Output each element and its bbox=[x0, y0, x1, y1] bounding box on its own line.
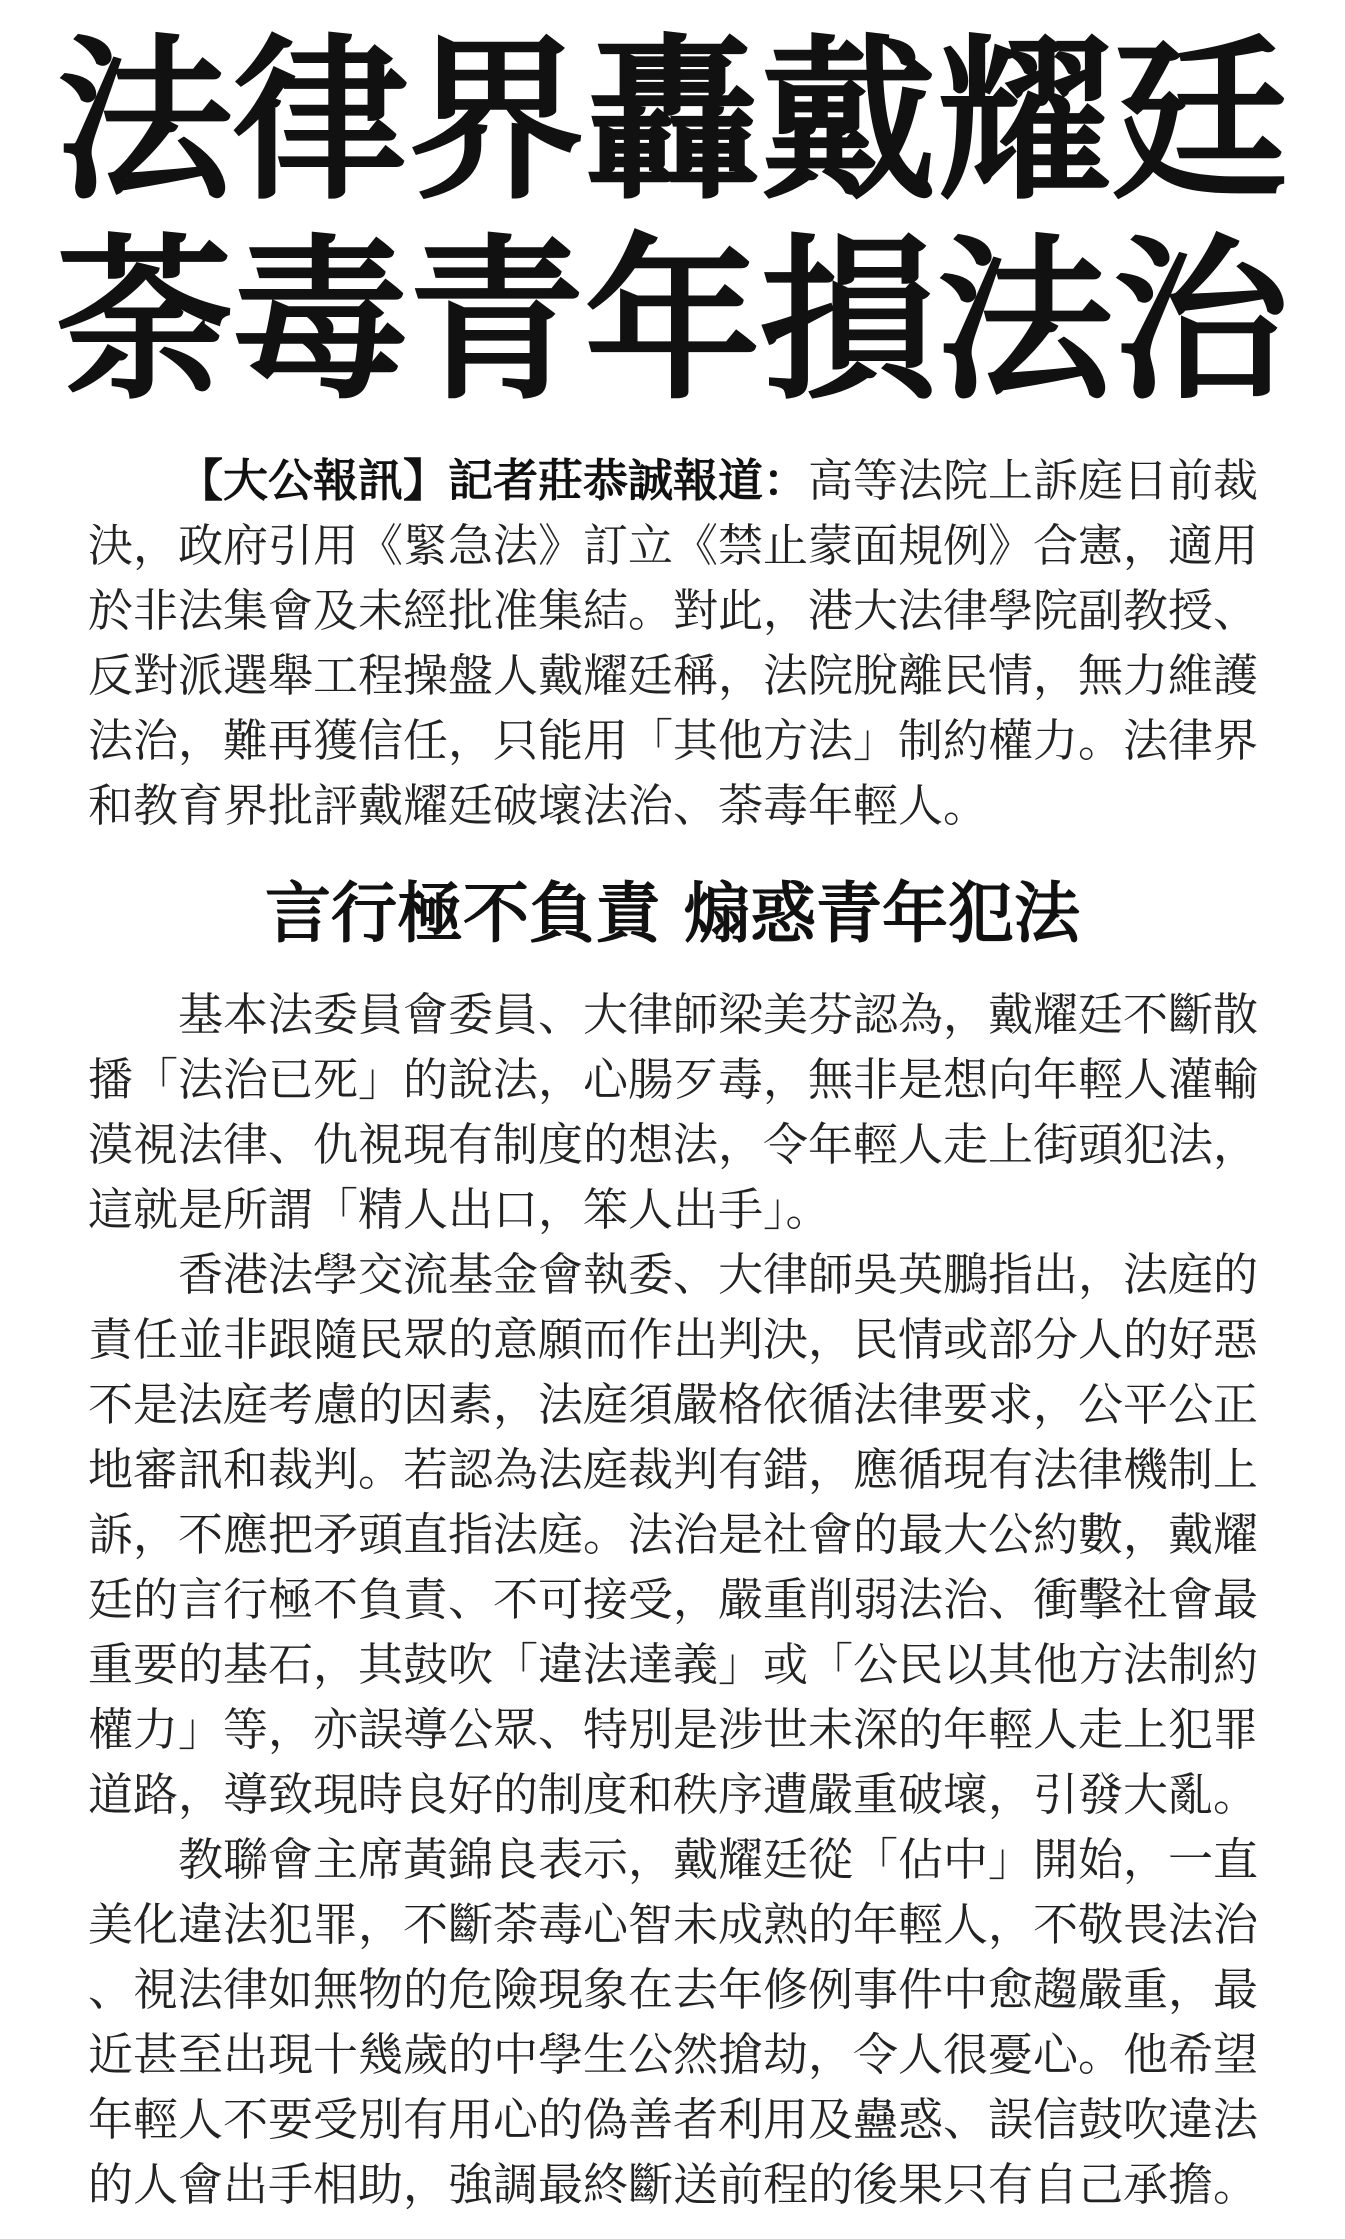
paragraph-line: 廷的言行極不負責、不可接受，嚴重削弱法治、衝擊社會最 bbox=[88, 1573, 1259, 1626]
lead-line: 和教育界批評戴耀廷破壞法治、荼毒年輕人。 bbox=[88, 779, 989, 832]
paragraph-line: 訴，不應把矛頭直指法庭。法治是社會的最大公約數，戴耀 bbox=[88, 1508, 1259, 1561]
headline-line-1: 法律界轟戴耀廷 bbox=[56, 19, 1289, 224]
dateline-tag: 【大公報訊】記者莊恭誠報道： bbox=[178, 454, 809, 507]
paragraph-line: 、視法律如無物的危險現象在去年修例事件中愈趨嚴重，最 bbox=[88, 1963, 1259, 2016]
lead-line: 決，政府引用《緊急法》訂立《禁止蒙面規例》合憲，適用 bbox=[88, 519, 1259, 572]
paragraph-line: 香港法學交流基金會執委、大律師吳英鵬指出，法庭的 bbox=[178, 1248, 1259, 1301]
headline-line-2: 荼毒青年損法治 bbox=[56, 219, 1289, 424]
paragraph-line: 道路，導致現時良好的制度和秩序遭嚴重破壞，引發大亂。 bbox=[88, 1768, 1259, 1821]
lead-paragraph bbox=[88, 448, 1270, 838]
paragraph-line: 重要的基石，其鼓吹「違法達義」或「公民以其他方法制約 bbox=[88, 1638, 1259, 1691]
paragraph-line: 權力」等，亦誤導公眾、特別是涉世未深的年輕人走上犯罪 bbox=[88, 1703, 1259, 1756]
paragraph-line: 責任並非跟隨民眾的意願而作出判決，民情或部分人的好惡 bbox=[88, 1313, 1259, 1366]
subheading: 言行極不負責 煽惑青年犯法 bbox=[265, 874, 1080, 952]
paragraph-line: 地審訊和裁判。若認為法庭裁判有錯，應循現有法律機制上 bbox=[88, 1443, 1259, 1496]
lead-line: 法治，難再獲信任，只能用「其他方法」制約權力。法律界 bbox=[88, 714, 1259, 767]
paragraph-line: 不是法庭考慮的因素，法庭須嚴格依循法律要求，公平公正 bbox=[88, 1378, 1259, 1431]
lead-line: 反對派選舉工程操盤人戴耀廷稱，法院脫離民情，無力維護 bbox=[88, 649, 1259, 702]
lead-line bbox=[88, 448, 1270, 513]
paragraph-line: 的人會出手相助，強調最終斷送前程的後果只有自己承擔。 bbox=[88, 2158, 1259, 2211]
paragraph-3 bbox=[88, 1827, 1270, 2217]
paragraph-1 bbox=[88, 982, 1270, 1242]
paragraph-line: 基本法委員會委員、大律師梁美芬認為，戴耀廷不斷散 bbox=[178, 988, 1259, 1041]
paragraph-line: 教聯會主席黃錦良表示，戴耀廷從「佔中」開始，一直 bbox=[178, 1833, 1259, 1886]
lead-line-text: 高等法院上訴庭日前裁 bbox=[808, 454, 1259, 507]
paragraph-line: 美化違法犯罪，不斷荼毒心智未成熟的年輕人，不敬畏法治 bbox=[88, 1898, 1259, 1951]
lead-line: 於非法集會及未經批准集結。對此，港大法律學院副教授、 bbox=[88, 584, 1259, 637]
paragraph-2 bbox=[88, 1242, 1270, 1827]
paragraph-line: 這就是所謂「精人出口，笨人出手」。 bbox=[88, 1183, 831, 1236]
paragraph-line: 漠視法律、仇視現有制度的想法，令年輕人走上街頭犯法， bbox=[88, 1118, 1259, 1171]
paragraph-line: 播「法治已死」的說法，心腸歹毒，無非是想向年輕人灌輸 bbox=[88, 1053, 1259, 1106]
paragraph-line: 近甚至出現十幾歲的中學生公然搶劫，令人很憂心。他希望 bbox=[88, 2028, 1259, 2081]
paragraph-line: 年輕人不要受別有用心的偽善者利用及蠱惑、誤信鼓吹違法 bbox=[88, 2093, 1259, 2146]
